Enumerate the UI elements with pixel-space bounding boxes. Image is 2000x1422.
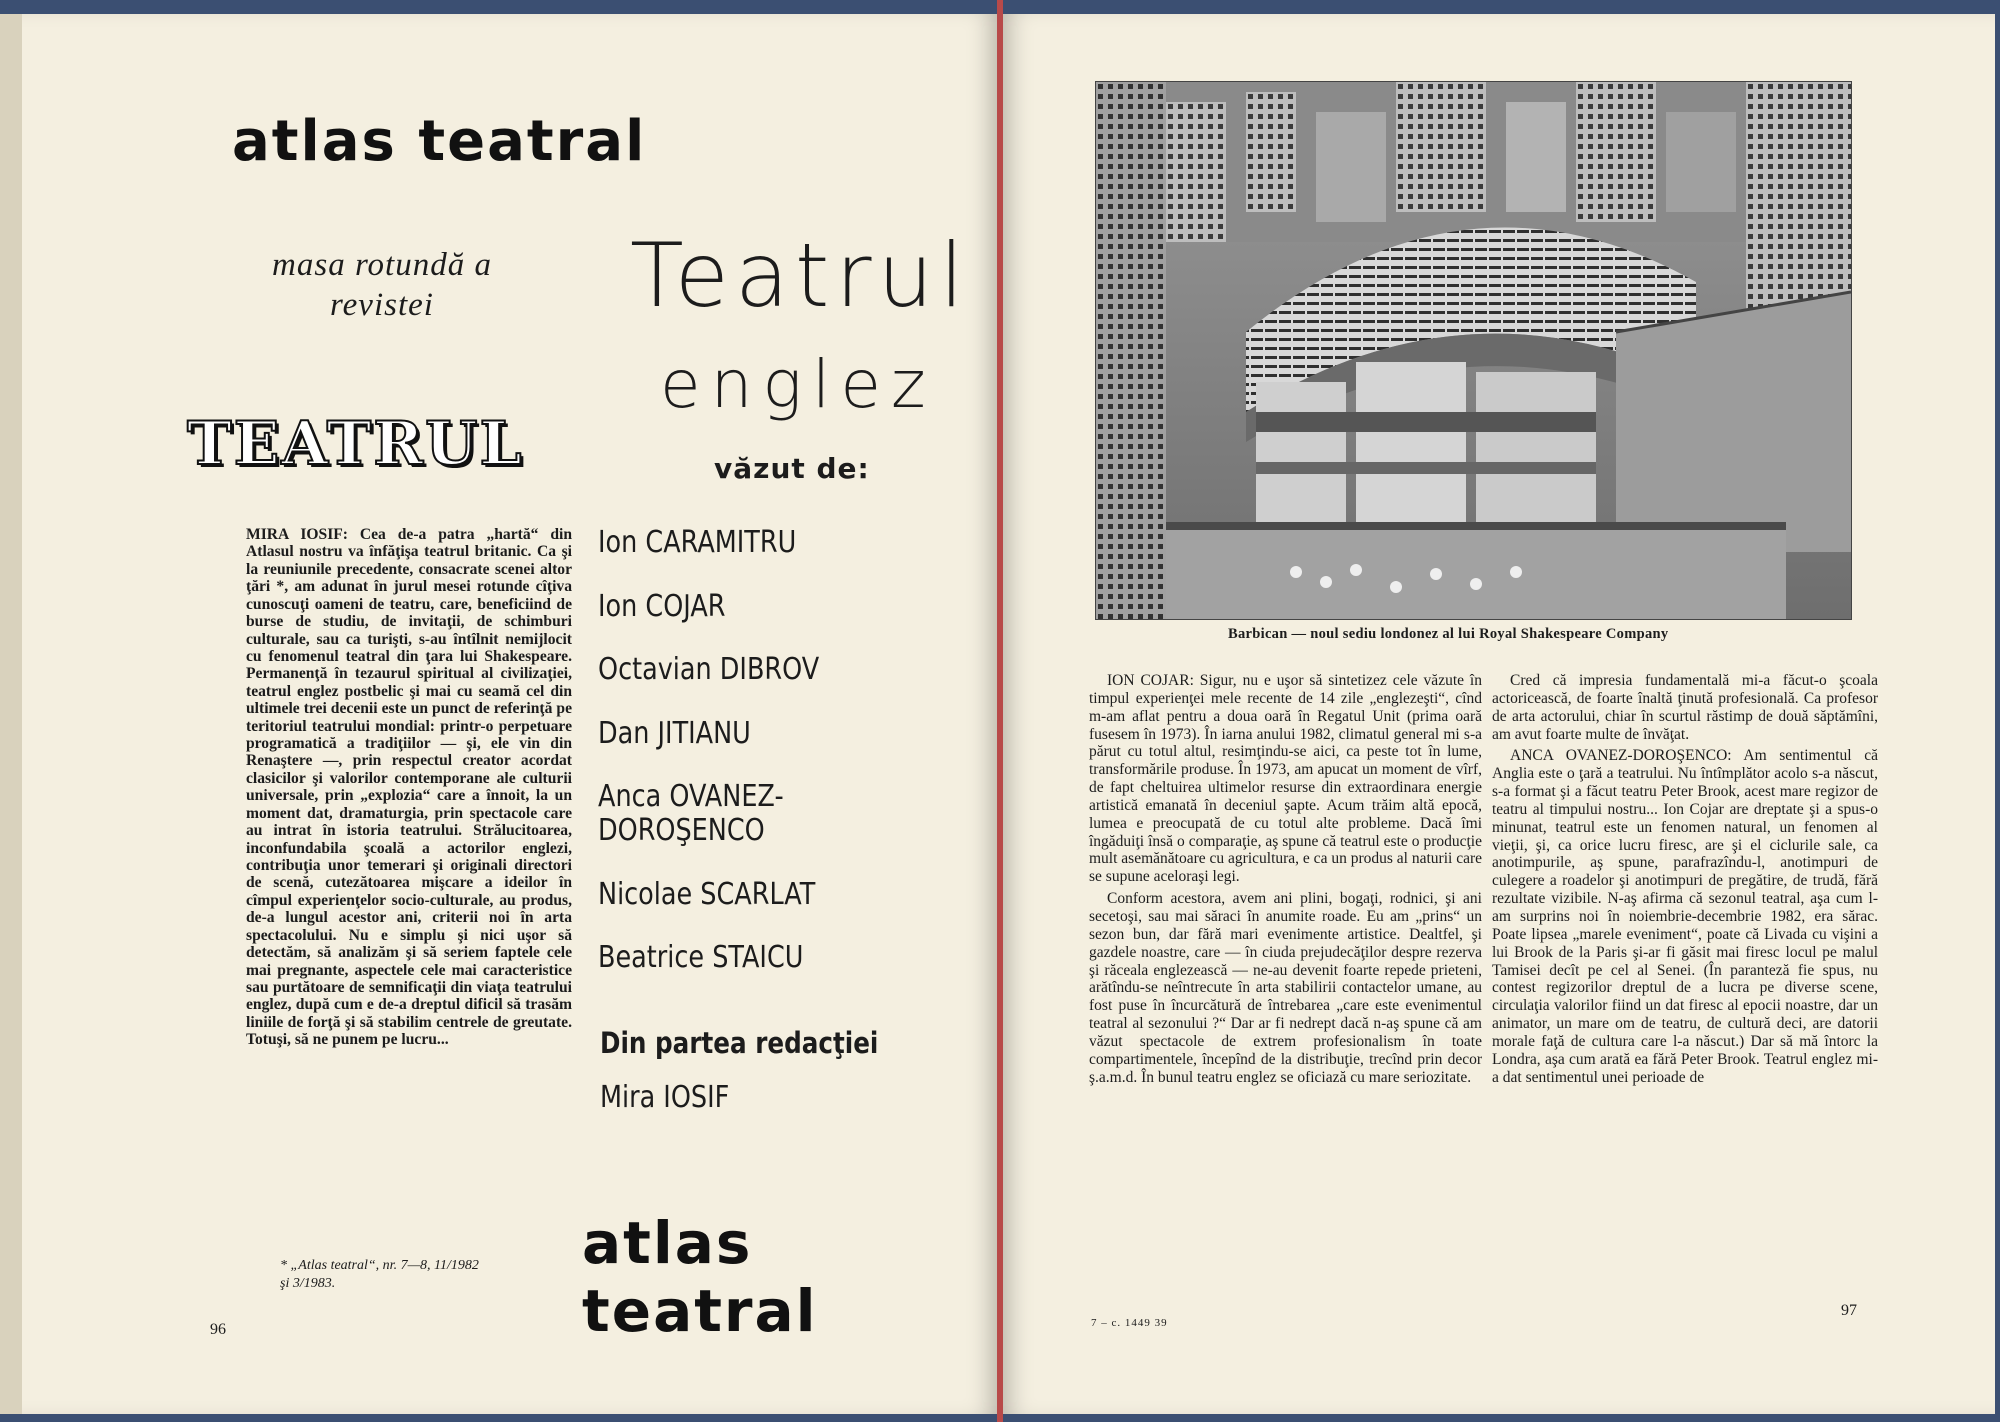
teatrul-banner: TEATRUL: [187, 409, 524, 479]
right-page: [1003, 14, 1995, 1414]
participants-list: [598, 526, 898, 1005]
barbican-photo: [1095, 81, 1852, 620]
subtitle-line-1: masa rotundă a: [272, 247, 492, 283]
page-number-left: 96: [210, 1321, 226, 1338]
round-table-subtitle: [212, 246, 552, 325]
headline-englez: englez: [660, 346, 936, 423]
participant-name: Dan JITIANU: [598, 715, 751, 751]
participant-name: Octavian DIBROV: [598, 652, 820, 688]
page-number-right: 97: [1841, 1302, 1857, 1319]
intro-paragraph: [246, 526, 572, 1049]
participant-name: Ion CARAMITRU: [598, 525, 797, 560]
subtitle-line-2: revistei: [330, 286, 434, 323]
participant-name: Nicolae SCARLAT: [598, 876, 816, 912]
article-column-2: [1492, 672, 1878, 1086]
atlas-teatral-logo-bottom: atlas teatral: [582, 1209, 818, 1345]
participant-name: Ion COJAR: [598, 588, 726, 624]
footnote: [280, 1257, 580, 1292]
headline-teatrul: Teatrul: [630, 224, 970, 327]
photo-caption: Barbican — noul sediu londonez al lui Royal Shakespeare Company: [1228, 626, 1669, 642]
editorial-label: Din partea redacţiei: [600, 1026, 879, 1060]
signature-mark: 7 – c. 1449 39: [1091, 1317, 1168, 1329]
participant-name: Anca OVANEZ-DOROŞENCO: [598, 779, 784, 848]
barbican-building-photo: [1096, 82, 1851, 619]
article-paragraph: Conform acestora, avem ani plini, bogaţi, rodnici, şi ani secetoşi, sau mai săraci în anumite roade. Eu am „prins“ un sezon bun, dar fără mari evenimente artistice. Dealtfel, şi gazdele noastre, care — în ciuda prejudecăţilor despre rezerva şi răceala englezească — ne-au devenit foarte repede prieteni, arătîndu-se neîntrecute în arta stabilirii contactelor umane, au fost puse în încurcătură de întrebarea „care este evenimentul teatral al sezonului ?“ Dar ar fi nedrept dacă n-aş spune că am văzut spectacole de extrem profesionalism în toate compartimentele, începînd de la distribuţie, trecînd prin decor ş.a.m.d. În bunul teatru englez se oficiază cu mare seriozitate.: [1089, 890, 1482, 1086]
article-paragraph: ANCA OVANEZ-DOROŞENCO: Am sentimentul că Anglia este o ţară a teatrului. Nu întîmplător acolo s-a născut, s-a format şi a făcut teatru Peter Brook, acest mare regizor de teatru al timpului nostru... Ion Cojar are dreptate şi a spus-o minunat, teatrul este un fenomen natural, un fenomen al vieţii, şi, ca orice lucru firesc, are şi el ciclurile sale, ca anotimpurile, aş spune, parafrazîndu-l, anotimpuri de culegere a roadelor şi anotimpuri de pregătire, de trudă, fără rezultate vizibile. N-aş afirma că sezonul teatral, aşa cum l-am surprins noi în noiembrie-decembrie 1982, era sărac. Poate lipsea „marele eveniment“, poate că Livada cu vişini a lui Brook de la Paris şi-ar fi găsit mai firesc locul pe malul Tamisei decît pe cel al Senei. (În paranteză fie spus, nu contest regizorilor dreptul de a lucra pe diverse scene, circulaţia valorilor fiind un dat firesc al epocii noastre, dar un animator, un mare om de teatru, de cultură deci, are datorii morale faţă de cultura care l-a născut.) Dar să mă întorc la Londra, aşa cum arată ea fără Peter Brook. Teatrul englez mi-a dat sentimentul unei perioade de: [1492, 747, 1878, 1086]
article-paragraph: Cred că impresia fundamentală mi-a făcut-o şcoala actoricească, de foarte înaltă ţinută profesională. Ca profesor de arta actorului, chiar în scurtul răstimp de două săptămîni, am avut foarte multe de învăţat.: [1492, 672, 1878, 743]
article-paragraph: ION COJAR: Sigur, nu e uşor să sintetizez cele văzute în timpul experienţei mele recente de 14 zile „englezeşti“, cînd m-am aflat pentru a doua oară în Regatul Unit (prima oară fusesem în 1973). În iarna anului 1982, climatul general mi s-a părut cu totul altul, resimţindu-se aici, ca peste tot în lume, transformările produse. În 1973, am apucat un moment de vîrf, de fapt cheltuirea ultimelor resurse din extraordinara energie artistică emanată în deceniul şapte. Acum trăim altă epocă, lumea e preocupată de cu totul alte probleme. Dacă îmi îngăduiţi însă o comparaţie, aş spune că teatrul este o producţie mult asemănătoare cu agricultura, e ca un produs al naturii care se supune aceloraşi legi.: [1089, 672, 1482, 886]
article-column-1: [1089, 672, 1482, 1086]
participant-name: Beatrice STAICU: [598, 940, 804, 976]
book-edge: [0, 14, 23, 1414]
atlas-teatral-logo-top: atlas teatral: [232, 109, 647, 174]
editorial-name: Mira IOSIF: [600, 1080, 730, 1115]
footnote-line-2: şi 3/1983.: [280, 1275, 336, 1291]
footnote-line-1: * „Atlas teatral“, nr. 7—8, 11/1982: [280, 1258, 479, 1273]
intro-text: MIRA IOSIF: Cea de-a patra „hartă“ din Atlasul nostru va înfăţişa teatrul britanic. Ca şi la reuniunile precedente, consacrate scenei altor ţări *, am adunat în jurul mesei rotunde cîţiva cunoscuţi oameni de teatru, care, beneficiind de burse de studiu, de invitaţii, de schimburi culturale, sau ca turişti, s-au întîlnit nemijlocit cu fenomenul teatral din ţara lui Shakespeare. Permanenţă în tezaurul spiritual al civilizaţiei, teatrul englez postbelic şi mai cu seamă cel din ultimele trei decenii este un punct de referinţă pe teritoriul teatrului mondial: printr-o perpetuare programatică a tradiţiilor — şi, ele vin din Renaştere —, prin respectul creator acordat clasicilor şi valorilor contemporane ale culturii universale, prin „explozia“ care a înnoit, la un moment dat, dramaturgia, prin spectacole care au intrat în istoria teatrului. Strălucitoarea, inconfundabila şcoală a actorilor englezi, contribuţia unor temerari şi originali directori de scenă, cutezătoarea mişcare a ideilor în cîmpul experienţelor socio-culturale, au produs, de-a lungul acestor ani, criterii noi în arta spectacolului. Nu e simplu şi nici uşor să detectăm, să analizăm şi să seriem faptele cele mai pregnante, aspectele cele mai caracteristice sau purtătoare de semnificaţii din viaţa teatrului englez, după cum e de-a dreptul dificil să trasăm liniile de forţă şi să stabilim centrele de greutate. Totuşi, să ne punem pe lucru...: [246, 526, 572, 1049]
left-page: [22, 14, 997, 1414]
seen-by-label: văzut de:: [714, 452, 870, 485]
